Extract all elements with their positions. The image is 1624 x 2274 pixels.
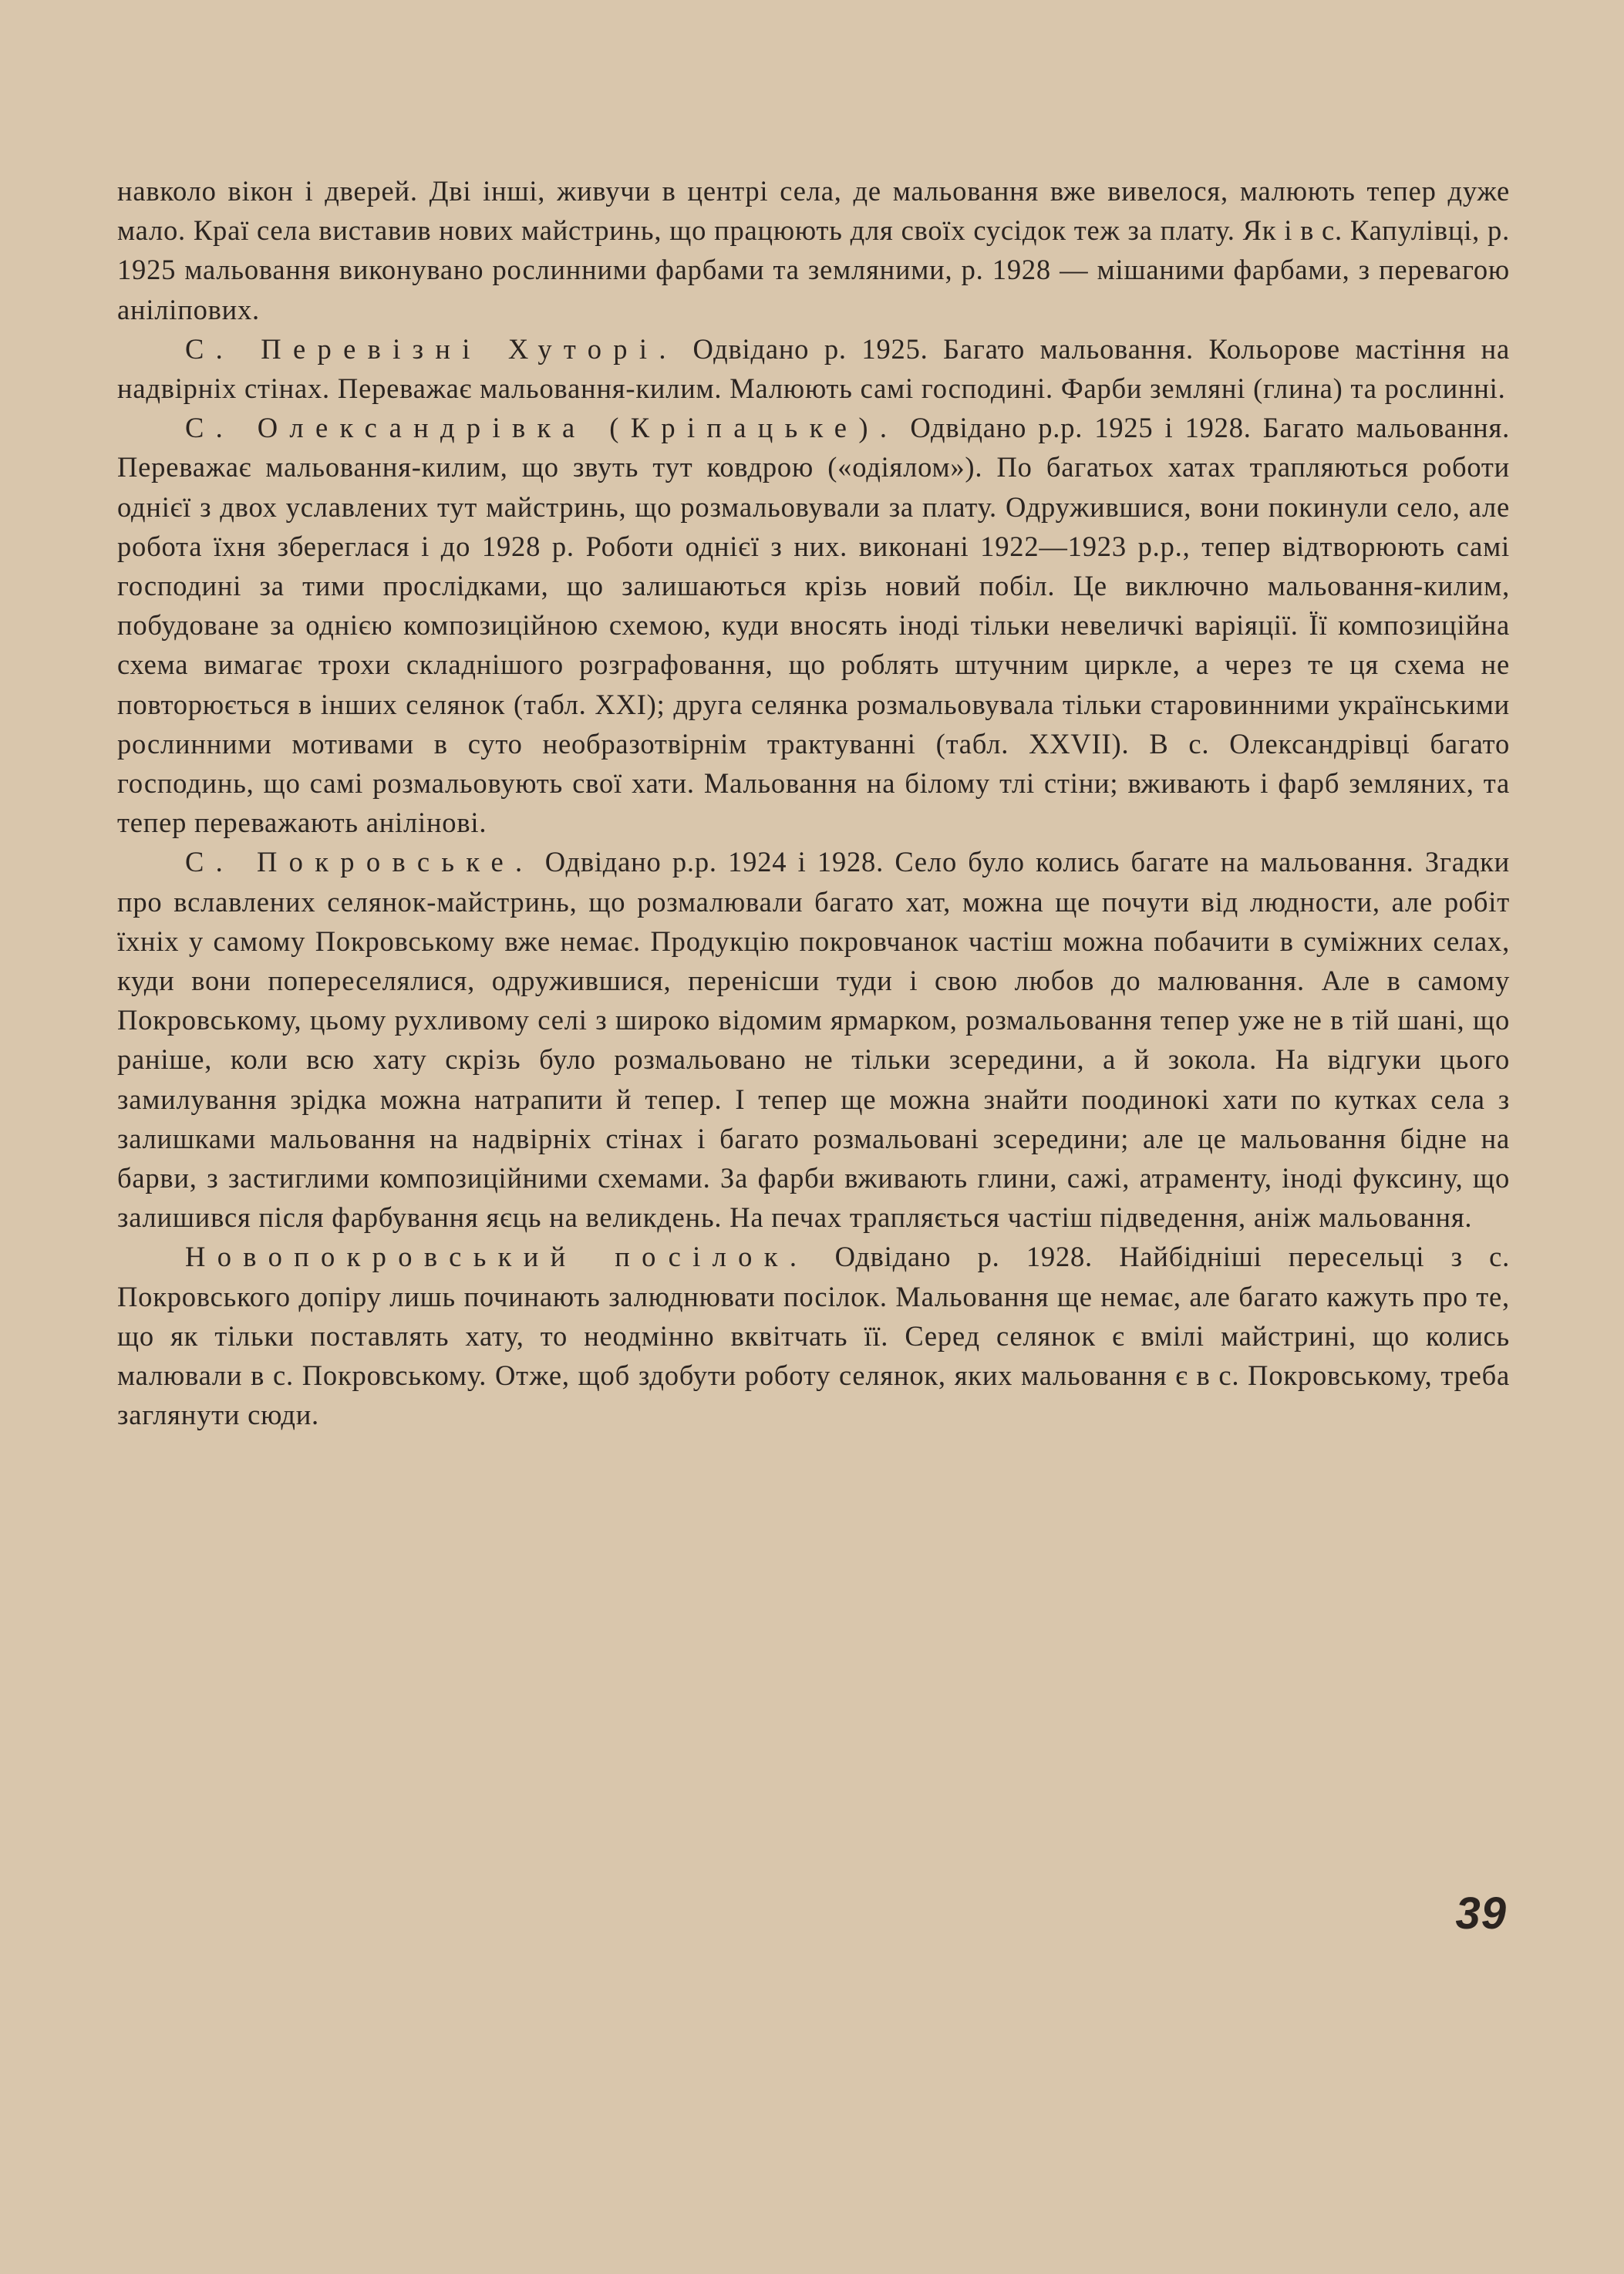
place-name: С. Перевізні Хуторі. <box>185 332 678 365</box>
paragraph-text: Одвідано р.р. 1924 і 1928. Село було колись багате на мальовання. Згадки про вславлених селянок-майстринь, що розмалювали багато хат, можна ще почути від людности, але робіт їхніх у самому Покровському вже немає. Продукцію покровчанок частіш можна побачити в суміжних селах, куди вони попереселялися, одружившися, перенісши туди і свою любов до малювання. Але в самому Покровському, цьому рухливому селі з широко відомим ярмарком, розмальовання тепер уже не в тій шані, що раніше, коли всю хату скрізь було розмальовано не тільки зсередини, а й зокола. На відгуки цього замилування зрідка можна натрапити й тепер. І тепер ще можна знайти поодинокі хати по кутках села з залишками мальовання на надвірніх стінах і багато розмальовані зсередини; але це мальовання бідне на барви, з застиглими композиційними схемами. За фарби вживають глини, сажі, атраменту, іноді фуксину, що залишився після фарбування яєць на великдень. На печах трапляється частіш підведення, аніж мальовання. <box>117 846 1510 1234</box>
paragraph-1 <box>117 171 1510 329</box>
paragraph-perevizni-khutori <box>117 329 1510 408</box>
paragraph-text: Одвідано р. 1925. Багато мальовання. Кольорове мастіння на надвірніх стінах. Переважає мальовання-килим. Малюють самі господині. Фарби земляні (глина) та рослинні. <box>117 332 1510 405</box>
page-number: 39 <box>1455 1888 1507 1939</box>
paragraph-text: навколо вікон і дверей. Дві інші, живучи в центрі села, де мальовання вже вивелося, малюють тепер дуже мало. Краї села виставив нових майстринь, що працюють для своїх сусідок теж за плату. Як і в с. Капулівці, р. 1925 мальовання виконувано рослинними фарбами та земляними, р. 1928 — мішаними фарбами, з перевагою аніліпових. <box>117 175 1510 325</box>
paragraph-text: Одвідано р. 1928. Найбідніші пересельці з с. Покровського допіру лишь починають залюднювати посілок. Мальовання ще немає, але багато кажуть про те, що як тільки поставлять хату, то неодмінно вквітчать її. Серед селянок є вмілі майстрині, що колись малювали в с. Покровському. Отже, щоб здобути роботу селянок, яких мальовання є в с. Покровському, треба заглянути сюди. <box>117 1241 1510 1431</box>
paragraph-text: Одвідано р.р. 1925 і 1928. Багато мальовання. Переважає мальовання-килим, що звуть тут ковдрою («одіялом»). По багатьох хатах трапляються роботи однієї з двох уславлених тут майстринь, що розмальовували за плату. Одружившися, вони покинули село, але робота їхня збереглася і до 1928 р. Роботи однієї з них. виконані 1922—1923 р.р., тепер відтворюють самі господині за тими прослідками, що залишаються крізь новий побіл. Це виключно мальовання-килим, побудоване за однією композиційною схемою, куди вносять іноді тільки невеличкі варіяції. Її композиційна схема вимагає трохи складнішого розграфовання, що роблять штучним циркле, а через те ця схема не повторюється в інших селянок (табл. XXI); друга селянка розмальовувала тільки старовинними українськими рослинними мотивами в суто необразотвірнім трактуванні (табл. XXVII). В с. Олександрівці багато господинь, що самі розмальовують свої хати. Мальовання на білому тлі стіни; вживають і фарб земляних, та тепер переважають анілінові. <box>117 412 1510 839</box>
paragraph-oleksandrivka <box>117 408 1510 842</box>
paragraph-pokrovske <box>117 842 1510 1237</box>
place-name: С. Олександрівка (Кріпацьке). <box>185 412 899 444</box>
place-name: Новопокровський посілок. <box>185 1241 809 1273</box>
paragraph-novopokrovskyi-posilok <box>117 1237 1510 1434</box>
page-text <box>117 171 1510 1435</box>
place-name: С. Покровське. <box>185 846 534 878</box>
